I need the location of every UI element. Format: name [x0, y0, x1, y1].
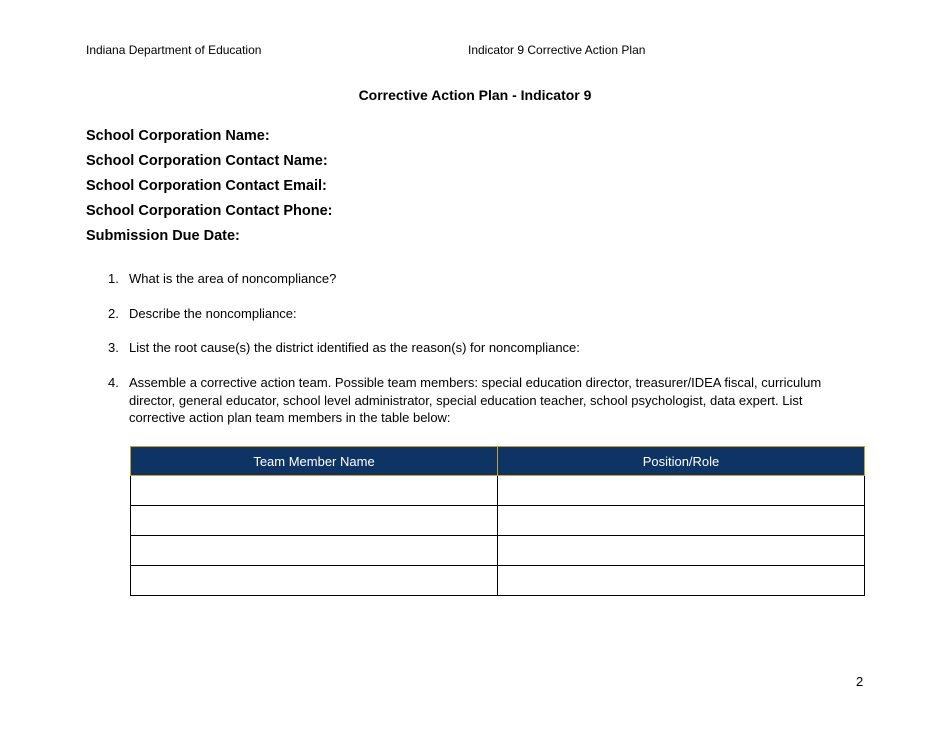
question-text: List the root cause(s) the district identified as the reason(s) for noncompliance:: [129, 340, 580, 355]
field-contact-email: School Corporation Contact Email:: [86, 178, 327, 194]
table-row: [131, 566, 865, 596]
position-role-cell[interactable]: [498, 566, 865, 596]
table-row: [131, 506, 865, 536]
team-member-name-cell[interactable]: [131, 536, 498, 566]
table-row: [131, 536, 865, 566]
header-document-name: Indicator 9 Corrective Action Plan: [468, 43, 646, 57]
team-member-name-cell[interactable]: [131, 476, 498, 506]
question-text: Assemble a corrective action team. Possible team members: special education director, treasurer/IDEA fiscal, curriculum director, general educator, school level administrator, special education teacher, school psychologist, data expert. List corrective action plan team members in the table below:: [129, 375, 822, 425]
team-members-table: [130, 446, 865, 596]
question-number: 2.: [108, 306, 119, 321]
field-submission-due-date: Submission Due Date:: [86, 228, 240, 244]
question-text: What is the area of noncompliance?: [129, 271, 337, 286]
column-header-position-role: Position/Role: [498, 447, 865, 476]
question-number: 1.: [108, 271, 119, 286]
position-role-cell[interactable]: [498, 506, 865, 536]
document-title: Corrective Action Plan - Indicator 9: [358, 87, 592, 103]
question-item: [108, 305, 848, 339]
question-number: 3.: [108, 340, 119, 355]
table-row: [131, 476, 865, 506]
question-list: [108, 270, 848, 427]
position-role-cell[interactable]: [498, 536, 865, 566]
field-corporation-name: School Corporation Name:: [86, 128, 270, 144]
question-number: 4.: [108, 375, 119, 390]
contact-fields: [86, 128, 333, 253]
question-item: [108, 374, 848, 427]
question-item: [108, 270, 848, 305]
field-contact-name: School Corporation Contact Name:: [86, 153, 328, 169]
position-role-cell[interactable]: [498, 476, 865, 506]
table-header-row: [131, 447, 865, 476]
column-header-team-member-name: Team Member Name: [131, 447, 498, 476]
question-text: Describe the noncompliance:: [129, 306, 297, 321]
header-agency: Indiana Department of Education: [86, 43, 262, 57]
field-contact-phone: School Corporation Contact Phone:: [86, 203, 333, 219]
team-member-name-cell[interactable]: [131, 506, 498, 536]
question-item: [108, 339, 848, 374]
page-number: 2: [856, 674, 864, 689]
team-member-name-cell[interactable]: [131, 566, 498, 596]
